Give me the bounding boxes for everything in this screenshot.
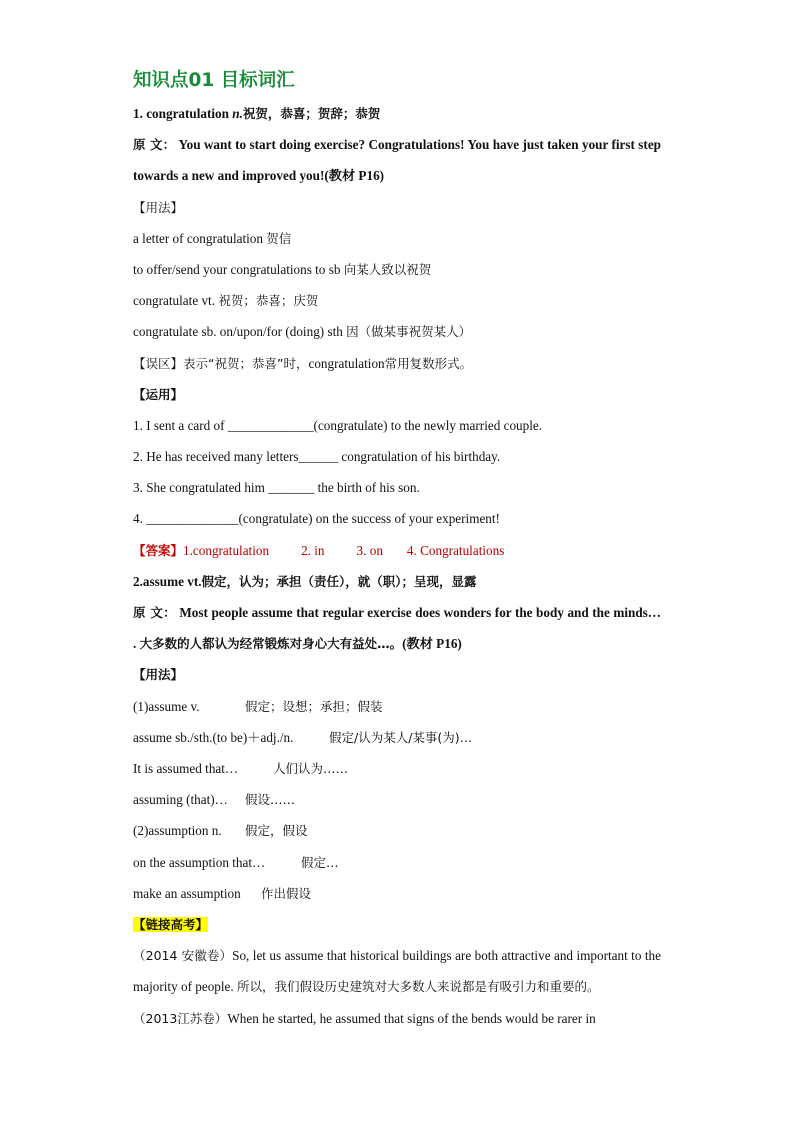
exercise-item: 1. I sent a card of _____________(congratulate) to the newly married couple. [133,417,543,433]
answer-item: 4. Congratulations [406,542,505,558]
answer-line [133,535,661,566]
exercise-item: 3. She congratulated him _______ the birth of his son. [133,480,420,496]
entry2-usage-item [133,784,661,815]
entry2-meaning: 假定，认为；承担（责任），就（职）；呈现，显露 [201,573,477,589]
gaokao-example [133,1003,661,1034]
exercise-item: 2. He has received many letters______ congratulation of his birthday. [133,449,501,465]
entry1-original-text [133,129,661,191]
entry2-pos: vt. [187,573,202,589]
usage-cn: 因（做某事祝贺某人） [346,324,472,340]
usage-cn: 向某人致以祝贺 [343,261,432,277]
usage-cn: 祝贺；恭喜；庆贺 [218,293,319,309]
usage-cn: 假定/认为某人/某事(为)… [329,729,473,745]
usage-en: assuming (that)… [133,792,228,808]
gaokao-sentence: When he started, he assumed that signs of the bends would be rarer in [227,1010,596,1026]
usage-cn: 贺信 [266,230,292,246]
mistake-text: 表示“祝贺；恭喜”时， [183,355,309,371]
entry2-usage-item [133,878,661,909]
entry2-original-source: (教材 P16) [402,636,462,652]
answer-item: 1.congratulation [183,542,270,558]
entry2-usage-item [133,722,661,753]
mistake-text-end: 常用复数形式。 [384,355,473,371]
answer-item: 2. in [301,542,325,558]
gaokao-example [133,940,661,1002]
answer-item: 3. on [356,542,383,558]
entry1-pos: n. [232,106,243,121]
usage-en: assume sb./sth.(to be)＋adj./n. [133,729,294,745]
entry1-usage-item [133,316,661,347]
entry2-usage-item [133,815,661,846]
entry1-word: 1. congratulation [133,106,233,121]
mistake-word: congratulation [308,355,385,371]
usage-en: make an assumption [133,885,241,901]
mistake-label: 【误区】 [133,355,184,371]
entry2-usage-label: 【用法】 [133,667,184,683]
usage-en: on the assumption that… [133,854,266,870]
entry1-mistake-note [133,348,661,379]
usage-cn: 假定，假设 [245,823,308,839]
entry1-usage-item [133,223,661,254]
gaokao-sentence: So, let us assume that historical buildings are both attractive and important to the majority of people. [133,948,661,995]
usage-cn: 人们认为…… [273,761,349,776]
gaokao-source: （2013江苏卷） [133,1010,228,1026]
section-heading: 知识点01 目标词汇 [133,70,295,91]
entry2-original-translation: 大多数的人都认为经常锻炼对身心大有益处…。 [139,636,403,652]
usage-en: a letter of congratulation [133,230,267,246]
usage-en: to offer/send your congratulations to sb [133,261,344,277]
entry2-usage-item [133,847,661,878]
entry1-usage-item [133,285,661,316]
entry1-title [133,98,661,129]
entry1-usage-label: 【用法】 [133,199,184,215]
entry2-word: 2.assume [133,573,188,589]
entry2-original-text [133,597,661,659]
usage-cn: 假定… [301,854,339,870]
entry2-title [133,566,661,597]
entry2-usage-item [133,691,661,722]
entry1-apply-label: 【运用】 [133,386,184,402]
usage-en: (2)assumption n. [133,823,222,839]
usage-en: congratulate sb. on/upon/for (doing) sth [133,324,347,340]
entry2-original-label: 原 文： [133,605,176,621]
usage-cn: 假定；设想；承担；假装 [245,698,383,714]
exercise-item: 4. ______________(congratulate) on the success of your experiment! [133,511,500,527]
entry2-usage-item [133,753,661,784]
entry2-original-sentence: Most people assume that regular exercise does wonders for the body and the minds… . [133,605,661,652]
entry1-usage-item [133,254,661,285]
entry1-meaning: 祝贺，恭喜；贺辞；恭贺 [242,106,381,121]
usage-en: (1)assume v. [133,698,200,714]
gaokao-label: 【链接高考】 [133,916,209,932]
usage-cn: 假设…… [245,792,296,808]
gaokao-source: （2014 安徽卷） [133,948,233,964]
usage-cn: 作出假设 [261,885,312,901]
gaokao-translation: 所以，我们假设历史建筑对大多数人来说都是有吸引力和重要的。 [237,979,600,995]
entry1-original-label: 原 文： [133,137,176,153]
usage-en: It is assumed that… [133,761,239,776]
entry1-original-sentence: You want to start doing exercise? Congratulations! You have just taken your first step towards a new and improved you!(教材 P16) [133,137,662,184]
answer-label: 【答案】 [133,542,184,558]
usage-en: congratulate vt. [133,293,219,309]
gaokao-label-line [133,909,661,940]
